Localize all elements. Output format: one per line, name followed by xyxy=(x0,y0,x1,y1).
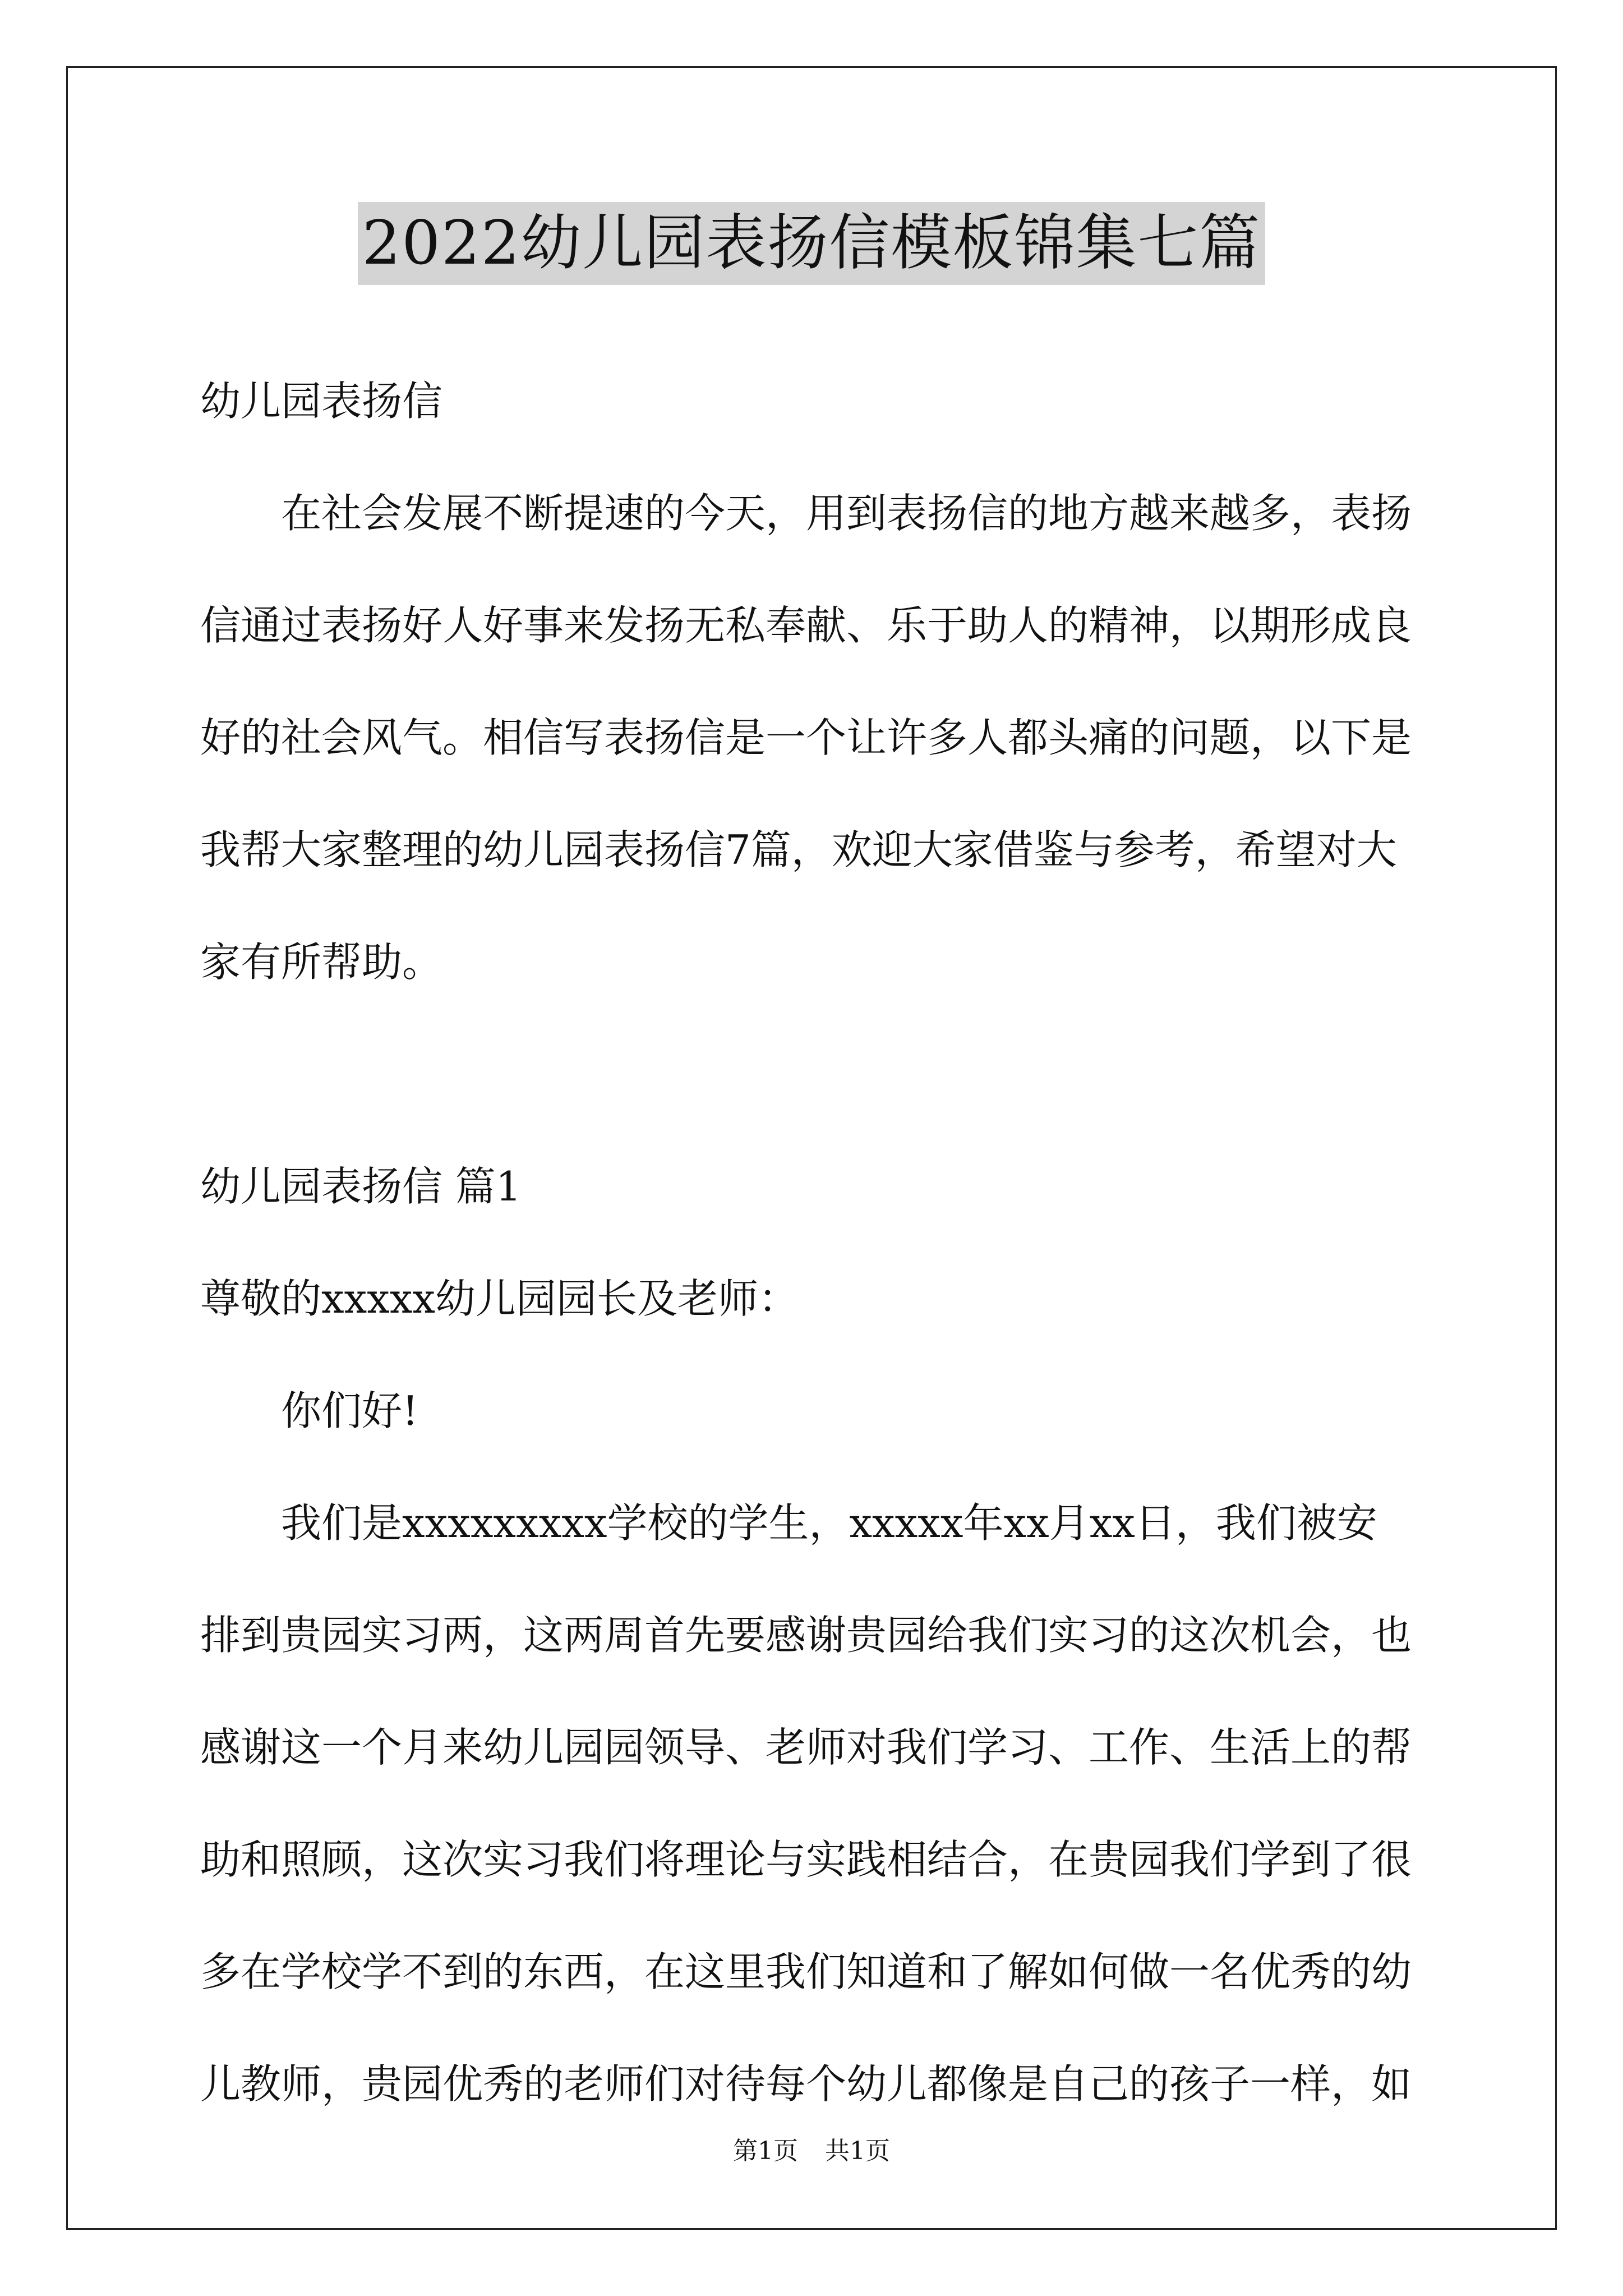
letter-body-line: 我们是xxxxxxxxx学校的学生，xxxxx年xx月xx日，我们被安 xyxy=(281,1499,1377,1547)
greeting: 你们好! xyxy=(281,1387,418,1434)
intro-paragraph-line: 好的社会风气。相信写表扬信是一个让许多人都头痛的问题，以下是 xyxy=(200,714,1412,761)
salutation: 尊敬的xxxxx幼儿园园长及老师： xyxy=(200,1275,799,1322)
letter-body-line: 多在学校学不到的东西，在这里我们知道和了解如何做一名优秀的幼 xyxy=(200,1948,1412,1995)
document-title: 2022幼儿园表扬信模板锦集七篇 xyxy=(358,202,1266,285)
section-heading: 幼儿园表扬信 xyxy=(200,378,443,425)
page-number: 第1页 xyxy=(733,2137,798,2165)
document-body xyxy=(200,345,1434,2140)
letter-body-line: 排到贵园实习两，这两周首先要感谢贵园给我们实习的这次机会，也 xyxy=(200,1612,1412,1659)
intro-paragraph-line: 家有所帮助。 xyxy=(200,938,443,986)
title-container xyxy=(0,202,1623,285)
page-footer xyxy=(0,2134,1623,2168)
letter-body-line: 助和照顾，这次实习我们将理论与实践相结合，在贵园我们学到了很 xyxy=(200,1836,1412,1883)
intro-paragraph-line: 信通过表扬好人好事来发扬无私奉献、乐于助人的精神，以期形成良 xyxy=(200,602,1412,649)
letter-body-line: 儿教师，贵园优秀的老师们对待每个幼儿都像是自己的孩子一样，如 xyxy=(200,2060,1412,2108)
blank-line xyxy=(200,1018,1434,1130)
page-total: 共1页 xyxy=(825,2137,890,2165)
intro-paragraph-line: 在社会发展不断提速的今天，用到表扬信的地方越来越多，表扬 xyxy=(281,490,1412,537)
intro-paragraph-line: 我帮大家整理的幼儿园表扬信7篇，欢迎大家借鉴与参考，希望对大 xyxy=(200,826,1397,873)
letter-heading: 幼儿园表扬信 篇1 xyxy=(200,1163,522,1210)
letter-body-line: 感谢这一个月来幼儿园园领导、老师对我们学习、工作、生活上的帮 xyxy=(200,1724,1412,1771)
